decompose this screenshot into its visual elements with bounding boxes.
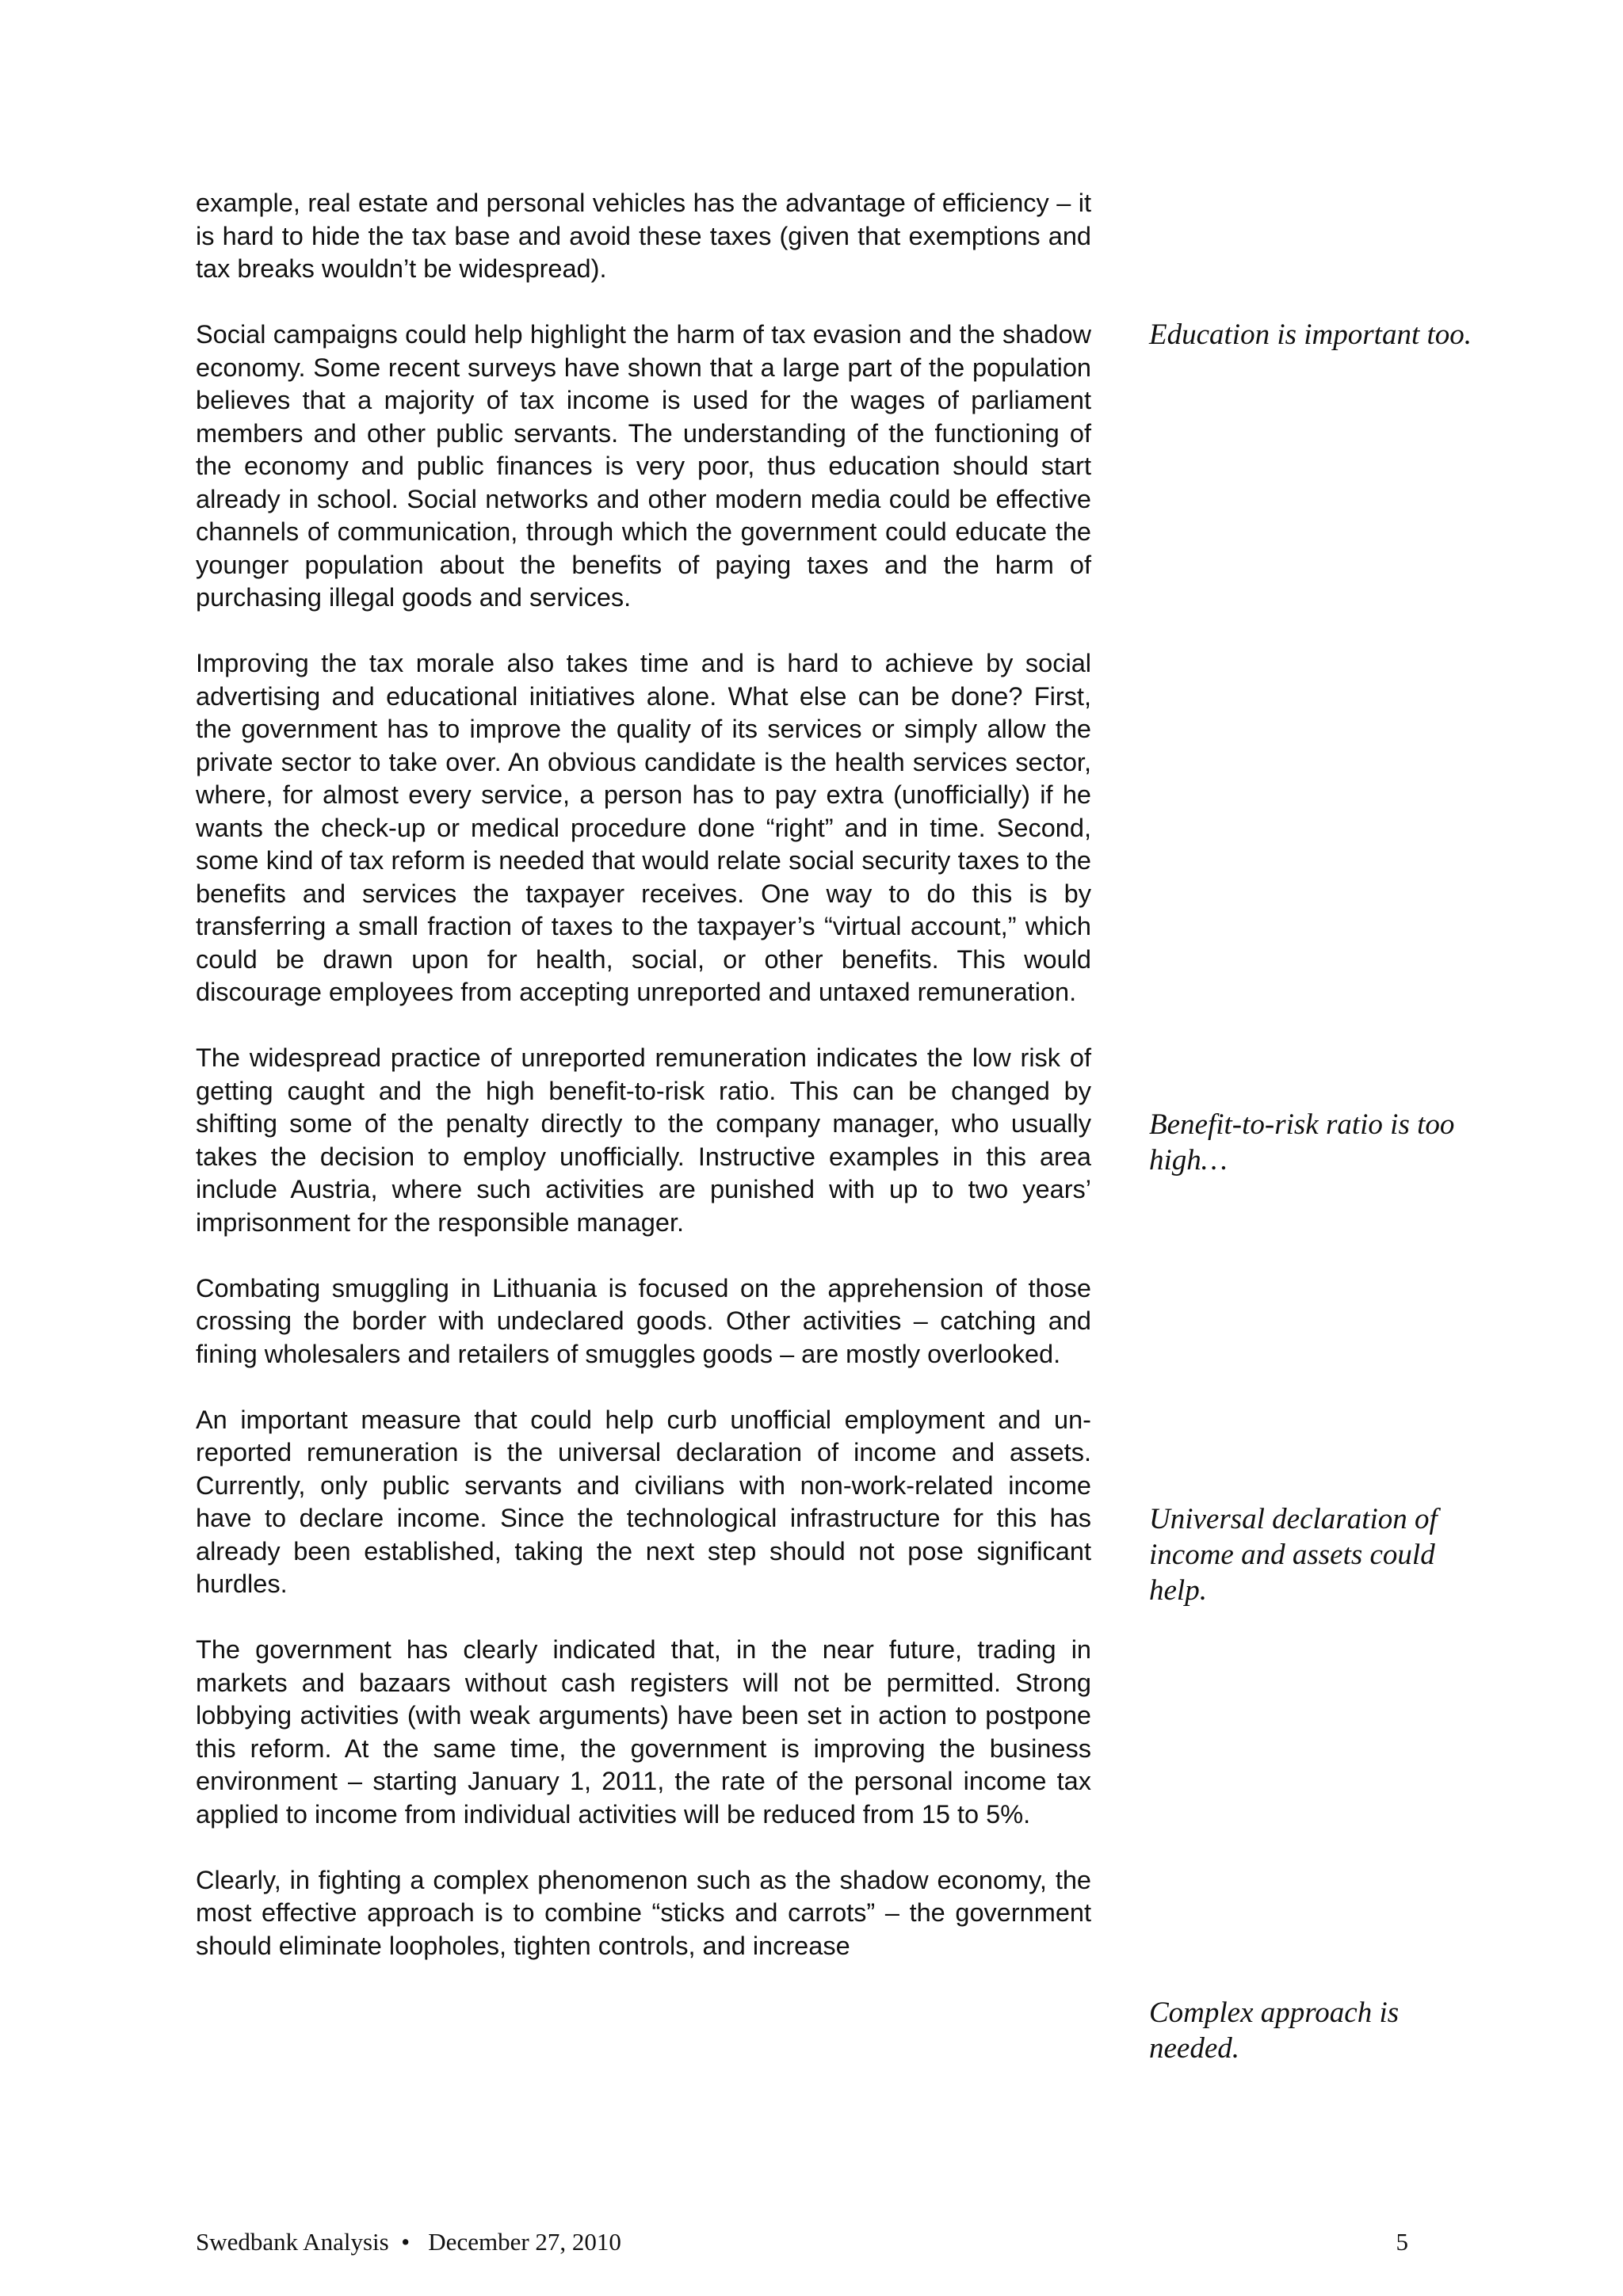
paragraph-unreported-remuneration: The widespread practice of unreported remuneration indicates the low risk of getting caught and the high benefit-to-risk ratio. This can be changed by shifting some of the penalty directly to the company manager, who usually takes the decision to employ unofficially. Instructive examples in this area include Austria, where such activities are punished with up to two years’ imprisonment for the responsible manager. (196, 1043, 1091, 1237)
footer-publication: Swedbank Analysis (196, 2228, 389, 2256)
footer-source (196, 2228, 621, 2256)
footer-separator: • (401, 2228, 411, 2256)
paragraph-smuggling: Combating smuggling in Lithuania is focused on the apprehension of those crossing the border with undeclared goods. Other activities – catching and fining wholesalers and retailers of smuggles goods – are mostly overlooked. (196, 1273, 1091, 1368)
paragraph-cash-registers: The government has clearly indicated that, in the near future, trading in markets and bazaars without cash registers will not be permitted. Strong lobbying activities (with weak arguments) have been set in action to postpone this reform. At the same time, the government is improving the business environment – starting January 1, 2011, the rate of the personal income tax applied to income from individual activities will be reduced from 15 to 5%. (196, 1635, 1091, 1829)
margin-note-complex-approach: Complex approach is needed. (1149, 1997, 1400, 2065)
main-text-column (196, 187, 1091, 1996)
paragraph-tax-morale: Improving the tax morale also takes time and is hard to achieve by social advertising and educational initiatives alone. What else can be done? First, the government has to improve the quality of its services or simply allow the private sector to take over. An obvious candidate is the health services sector, where, for almost every service, a person has to pay extra (unofficially) if he wants the check-up or medical procedure done “right” and in time. Second, some kind of tax reform is needed that would relate social security taxes to the benefits and services the taxpayer receives. One way to do this is by transferring a small fraction of taxes to the taxpayer’s “virtual account,” which could be drawn upon for health, social, or other benefits. This would discourage employees from accepting unreported and untaxed remuneration. (196, 649, 1091, 1006)
paragraph-universal-declaration: An important measure that could help curb unofficial employment and unreported remuneration is the universal declaration of income and assets. Currently, only public servants and civilians with non-work-related income have to declare income. Since the technological infrastructure for this has already been established, taking the next step should not pose significant hurdles. (196, 1405, 1091, 1598)
margin-note-universal-declaration: Universal declaration of income and assets could help. (1149, 1503, 1438, 1607)
margin-note-benefit-risk: Benefit-to-risk ratio is too high… (1149, 1108, 1455, 1177)
paragraph-complex-approach: Clearly, in fighting a complex phenomenon such as the shadow economy, the most effective approach is to combine “sticks and carrots” – the government should eliminate loopholes, tighten controls, and increase (196, 1865, 1091, 1960)
paragraph-social-campaigns: Social campaigns could help highlight the harm of tax evasion and the shadow economy. Some recent surveys have shown that a large part of the population believes that a majority of tax income is used for the wages of parliament members and other public servants. The understanding of the functioning of the economy and public finances is very poor, thus education should start already in school. Social networks and other modern media could be effective channels of communication, through which the government could educate the younger population about the benefits of paying taxes and the harm of purchasing illegal goods and services. (196, 320, 1091, 612)
margin-note-education: Education is important too. (1149, 318, 1472, 351)
paragraph-property-tax: example, real estate and personal vehicles has the advantage of efficiency – it is hard to hide the tax base and avoid these taxes (given that exemptions and tax breaks wouldn’t be widespread). (196, 189, 1091, 283)
page-number: 5 (1396, 2228, 1408, 2256)
footer-date: December 27, 2010 (428, 2228, 621, 2256)
